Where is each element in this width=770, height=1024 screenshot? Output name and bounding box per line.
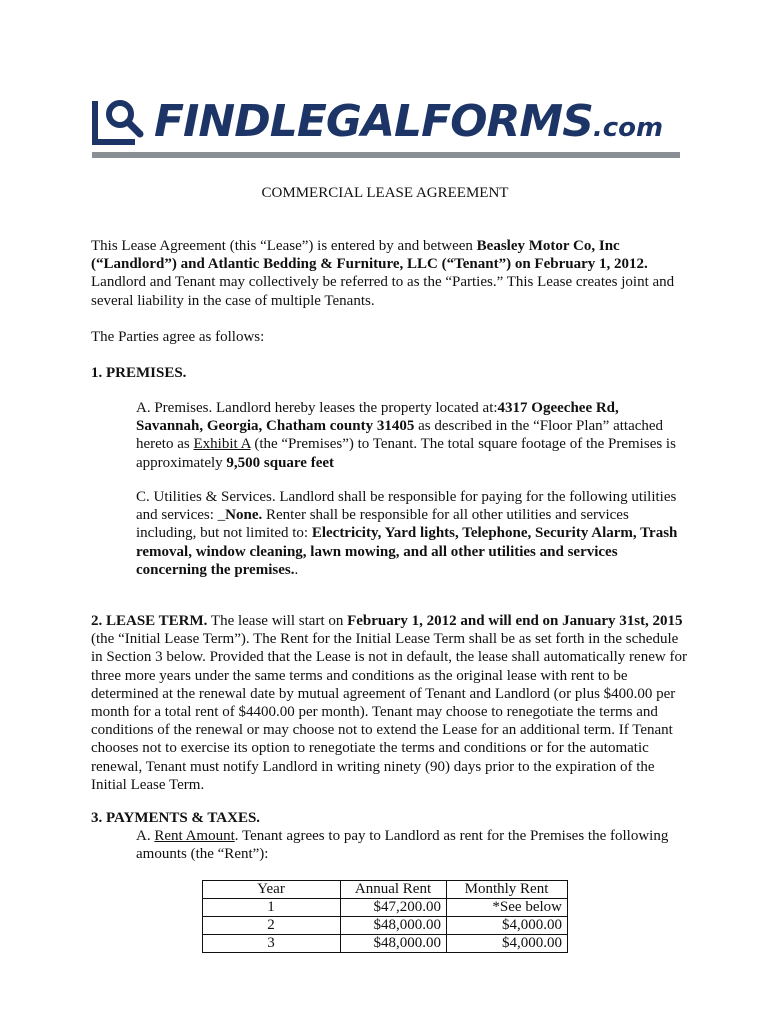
table-row <box>203 917 568 935</box>
table-cell-year: 1 <box>203 899 341 917</box>
logo-suffix: .com <box>592 113 664 143</box>
table-cell-year: 3 <box>203 935 341 953</box>
section-2-paragraph: 2. LEASE TERM. The lease will start on February 1, 2012 and will end on January 31st, 2015 (the “Initial Lease Term”). The Rent for the Initial Lease Term shall be as set forth in the schedule in Section 3 below. Provided that the Lease is not in default, the lease shall automatically renew for three more years under the same terms and conditions as the original lease with rent to be determined at the renewal date by mutual agreement of Tenant and Landlord (or plus $400.00 per month for a total rent of $4400.00 per month). Tenant may choose to renegotiate the terms and conditions of the renewal or may choose not to extend the Lease for an additional term. If Tenant chooses not to exercise its option to renegotiate the terms and conditions or for the automatic renewal, Tenant must notify Landlord in writing ninety (90) days prior to the expiration of the Initial Lease Term. <box>91 613 687 793</box>
table-cell-monthly-rent: $4,000.00 <box>447 917 568 935</box>
agree-line: The Parties agree as follows: <box>91 329 265 345</box>
table-cell-annual-rent: $47,200.00 <box>341 899 447 917</box>
table-header-row <box>203 881 568 899</box>
logo-underline-bar <box>92 152 680 158</box>
table-header-monthly-rent: Monthly Rent <box>447 881 568 899</box>
section-2-heading: 2. LEASE TERM. <box>91 613 208 629</box>
logo-wordmark <box>154 96 663 148</box>
document-title: COMMERCIAL LEASE AGREEMENT <box>261 185 509 201</box>
section-1-heading: 1. PREMISES. <box>91 365 187 381</box>
section-3-heading: 3. PAYMENTS & TAXES. <box>91 810 261 826</box>
table-row <box>203 899 568 917</box>
findlegalforms-logo <box>92 96 682 162</box>
rent-table <box>202 880 568 953</box>
magnifier-icon <box>92 96 148 146</box>
table-cell-year: 2 <box>203 917 341 935</box>
section-1c-paragraph: C. Utilities & Services. Landlord shall be responsible for paying for the following utilities and services: _None. Renter shall be responsible for all other utilities and services including, but not limited to: Electricity, Yard lights, Telephone, Security Alarm, Trash removal, window cleaning, lawn mowing, and all other utilities and services concerning the premises.. <box>136 489 678 578</box>
logo-brand: FINDLEGALFORMS <box>154 96 593 147</box>
table-header-year: Year <box>203 881 341 899</box>
table-cell-annual-rent: $48,000.00 <box>341 935 447 953</box>
section-3a-paragraph: A. Rent Amount. Tenant agrees to pay to Landlord as rent for the Premises the following amounts (the “Rent”): <box>136 828 669 863</box>
intro-paragraph: This Lease Agreement (this “Lease”) is entered by and between Beasley Motor Co, Inc (“Landlord”) and Atlantic Bedding & Furniture, LLC (“Tenant”) on February 1, 2012. Landlord and Tenant may collectively be referred to as the “Parties.” This Lease creates joint and several liability in the case of multiple Tenants. <box>91 238 675 309</box>
table-row <box>203 935 568 953</box>
table-header-annual-rent: Annual Rent <box>341 881 447 899</box>
table-cell-monthly-rent: *See below <box>447 899 568 917</box>
section-1a-paragraph: A. Premises. Landlord hereby leases the property located at:4317 Ogeechee Rd, Savannah, Georgia, Chatham county 31405 as described in the “Floor Plan” attached hereto as Exhibit A (the “Premises”) to Tenant. The total square footage of the Premises is approximately 9,500 square feet <box>136 400 676 471</box>
table-cell-annual-rent: $48,000.00 <box>341 917 447 935</box>
table-cell-monthly-rent: $4,000.00 <box>447 935 568 953</box>
